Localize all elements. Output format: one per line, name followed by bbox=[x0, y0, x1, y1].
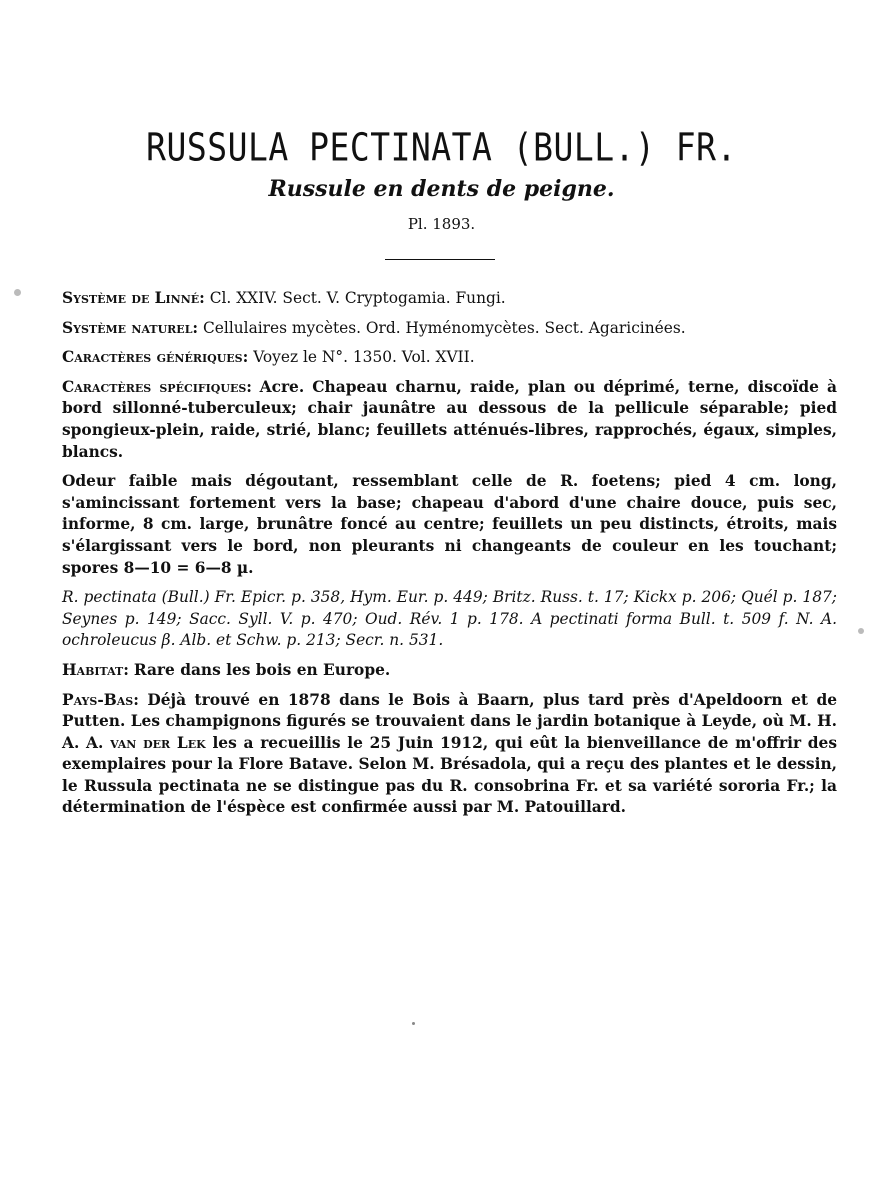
text-generiques: Voyez le N°. 1350. Vol. XVII. bbox=[253, 348, 475, 367]
text-paysbas-2: les a recueillis le 25 Juin 1912, qui eût la bienveillance de m'offrir des exemplaires pour la Flore Batave. Selon M. Brésadola, qui a reçu des plantes et le dessin, le Russula pectinata ne se distingue pas du R. consobrina Fr. et sa variété sororia Fr.; la détermination de l'éspèce est confirmée aussi par M. Patouillard. bbox=[62, 733, 838, 817]
text-habitat: Rare dans les bois en Europe. bbox=[133, 660, 391, 679]
text-paysbas-1: Déjà trouvé en 1878 dans le Bois à Baarn, plus tard près d'Apeldoorn et de Putten. Les champignons figurés se trouvaient dans le jardin botanique à Leyde, où M. H. A. A. bbox=[62, 690, 837, 752]
label-specifiques: Caractères spécifiques: bbox=[62, 377, 252, 396]
label-naturel: Système naturel: bbox=[62, 318, 199, 337]
text-naturel: Cellulaires mycètes. Ord. Hyménomycètes. Sect. Agaricinées. bbox=[203, 318, 686, 337]
page-subtitle: Russule en dents de peigne. bbox=[268, 176, 615, 202]
paragraph-specifiques bbox=[62, 377, 837, 463]
text-linne: Cl. XXIV. Sect. V. Cryptogamia. Fungi. bbox=[209, 289, 506, 307]
paragraph-paysbas bbox=[62, 690, 837, 820]
label-paysbas: Pays-Bas: bbox=[62, 690, 139, 709]
collector-name: van der Lek bbox=[110, 733, 206, 752]
paragraph-references: R. pectinata (Bull.) Fr. Epicr. p. 358, Hym. Eur. p. 449; Britz. Russ. t. 17; Kickx p. 206; Quél p. 187; Seynes p. 149; Sacc. Syll. V. p. 470; Oud. Rév. 1 p. 178. A pectinati forma Bull. t. 509 f. N. A. ochroleucus β. Alb. et Schw. p. 213; Secr. n. 531. bbox=[62, 588, 837, 650]
paper-speck bbox=[858, 628, 864, 634]
text-specifiques: Acre. Chapeau charnu, raide, plan ou déprimé, terne, discoïde à bord sillonné-tuberculeux; chair jaunâtre au dessous de la pellicule séparable; pied spongieux-plein, raide, strié, blanc; feuillets atténués-libres, rapprochés, égaux, simples, blancs. bbox=[62, 377, 837, 461]
paragraph-habitat bbox=[62, 660, 837, 682]
paragraph-linne bbox=[62, 288, 837, 310]
paper-speck bbox=[14, 289, 21, 296]
label-linne: Système de Linné: bbox=[62, 289, 205, 307]
label-habitat: Habitat: bbox=[62, 660, 129, 679]
document-body bbox=[62, 288, 837, 827]
paragraph-odeur: Odeur faible mais dégoutant, ressemblant celle de R. foetens; pied 4 cm. long, s'amincissant fortement vers la base; chapeau d'abord d'une chaire douce, puis sec, informe, 8 cm. large, brunâtre foncé au centre; feuillets un peu distincts, étroits, mais s'élargissant vers le bord, non pleurants ni changeants de couleur en les touchant; spores 8—10 = 6—8 µ. bbox=[62, 472, 837, 577]
plate-number: Pl. 1893. bbox=[407, 215, 476, 233]
paragraph-generiques bbox=[62, 347, 837, 369]
label-generiques: Caractères génériques: bbox=[62, 348, 249, 367]
page-title: RUSSULA PECTINATA (BULL.) FR. bbox=[146, 125, 737, 170]
paper-speck bbox=[412, 1022, 415, 1025]
title-divider bbox=[385, 259, 495, 260]
paragraph-naturel bbox=[62, 318, 837, 340]
